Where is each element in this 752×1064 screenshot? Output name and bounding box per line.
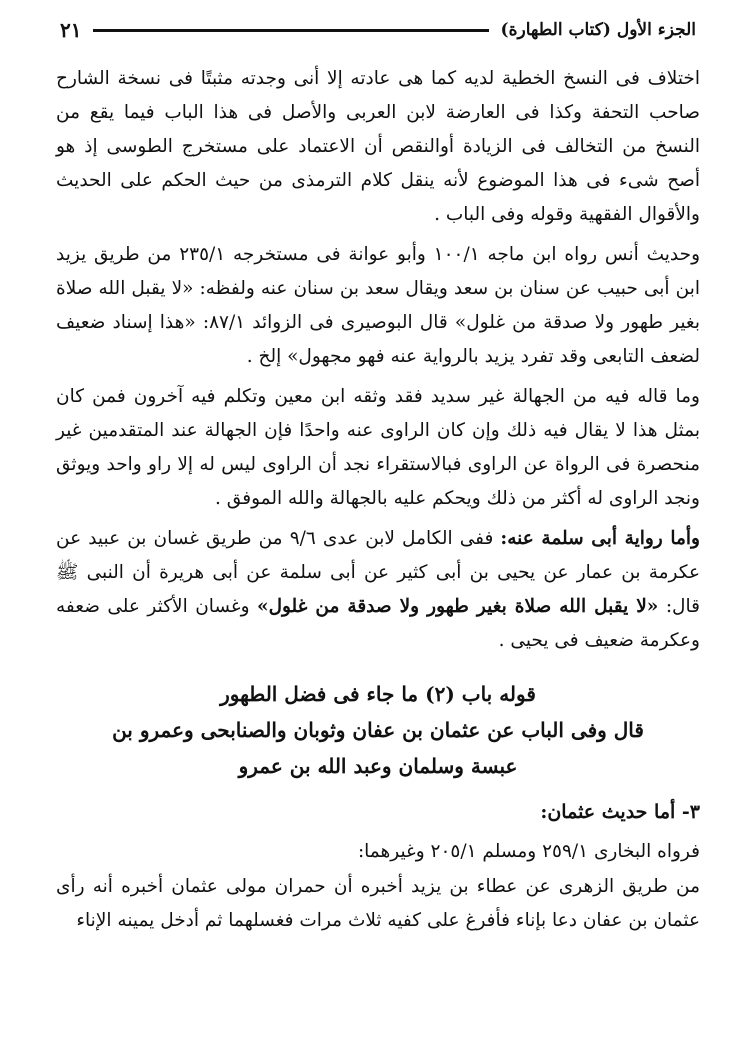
hadith-quote: «لا يقبل الله صلاة بغير طهور ولا صدقة من غلول» xyxy=(257,596,659,617)
page-number: ٢١ xyxy=(60,18,82,42)
paragraph-lead: وأما رواية أبى سلمة عنه: xyxy=(500,528,700,549)
paragraph: وما قاله فيه من الجهالة غير سديد فقد وثقه ابن معين وتكلم فيه آخرون فمن كان بمثل هذا لا يقال فيه ذلك وإن كان الراوى عنه واحدًا فإن الجهالة عند المتقدمين غير منحصرة فى الرواة عن الراوى فبالاستقراء نجد أن الراوى ليس له إلا راو واحد ويوثق ونجد الراوى له أكثر من ذلك ويحكم عليه بالجهالة والله الموفق . xyxy=(56,386,700,509)
paragraph xyxy=(56,522,700,658)
page-header xyxy=(60,16,696,44)
chapter-subtitle-line: عبسة وسلمان وعبد الله بن عمرو xyxy=(238,754,518,778)
paragraph: اختلاف فى النسخ الخطية لديه كما هى عادته إلا أنى وجدته مثبتًا فى نسخة الشارح صاحب التحفة وكذا فى العارضة لابن العربى والأصل فى هذا الباب فيما يقع من النسخ من التخالف فى الزيادة أوالنقص أن الاعتماد على مستخرج الطوسى إذ هو أصح شىء فى هذا الموضوع لأنه ينقل كلام الترمذى من حيث الحكم على الحديث والأقوال الفقهية وقوله وفى الباب . xyxy=(56,68,700,225)
chapter-title: قوله باب (٢) ما جاء فى فضل الطهور xyxy=(220,682,536,706)
section-heading: ٣- أما حديث عثمان: xyxy=(540,801,700,823)
chapter-subtitle-line: قال وفى الباب عن عثمان بن عفان وثوبان والصنابحى وعمرو بن xyxy=(112,718,644,742)
running-head: الجزء الأول (كتاب الطهارة) xyxy=(500,20,696,40)
chapter-heading xyxy=(56,676,700,784)
paragraph: وحديث أنس رواه ابن ماجه ١٠٠/١ وأبو عوانة فى مستخرجه ٢٣٥/١ من طريق يزيد ابن أبى حبيب عن سنان بن سعد ويقال سعد بن سنان عنه ولفظه: «لا يقبل الله صلاة بغير طهور ولا صدقة من غلول» قال البوصيرى فى الزوائد ٨٧/١: «هذا إسناد ضعيف لضعف التابعى وقد تفرد يزيد بالرواية عنه فهو مجهول» إلخ . xyxy=(56,244,701,367)
paragraph-text: ففى الكامل لابن عدى ٩/٦ من طريق غسان بن عبيد عن عكرمة بن عمار عن يحيى بن أبى كثير عن أبى سلمة عن أبى هريرة أن النبى ﷺ قال: xyxy=(56,528,700,617)
reference-line: فرواه البخارى ٢٥٩/١ ومسلم ٢٠٥/١ وغيرهما: xyxy=(357,841,700,862)
body-text xyxy=(56,62,700,938)
paragraph-text: وغسان الأكثر على ضعفه وعكرمة ضعيف فى يحيى . xyxy=(56,596,700,651)
paragraph: من طريق الزهرى عن عطاء بن يزيد أخبره أن حمران مولى عثمان أخبره أنه رأى عثمان بن عفان دعا بإناء فأفرغ على كفيه ثلاث مرات فغسلهما ثم أدخل يمينه الإناء xyxy=(56,876,700,931)
header-rule xyxy=(93,29,488,32)
